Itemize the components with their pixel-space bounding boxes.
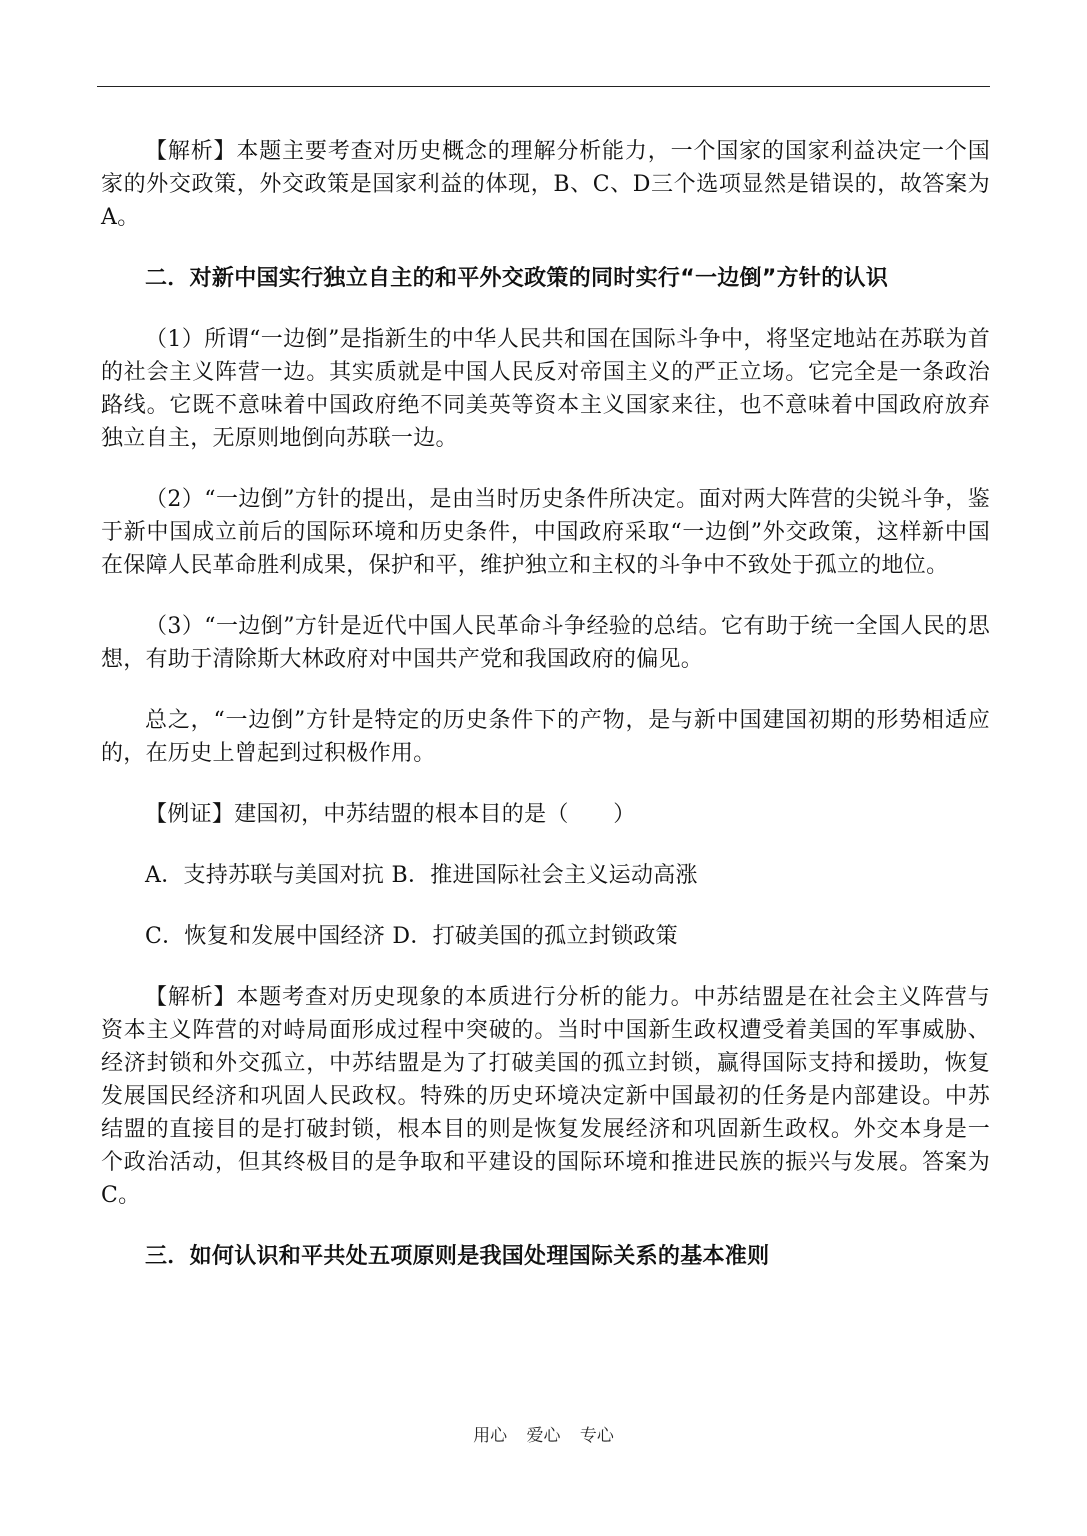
header-rule xyxy=(97,86,990,87)
point-1-paragraph: （1）所谓“一边倒”是指新生的中华人民共和国在国际斗争中，将坚定地站在苏联为首的社会主义阵营一边。其实质就是中国人民反对帝国主义的严正立场。它完全是一条政治路线。它既不意味着中国政府绝不同美英等资本主义国家来往，也不意味着中国政府放弃独立自主，无原则地倒向苏联一边。 xyxy=(101,327,990,451)
point-2-paragraph: （2）“一边倒”方针的提出，是由当时历史条件所决定。面对两大阵营的尖锐斗争，鉴于新中国成立前后的国际环境和历史条件，中国政府采取“一边倒”外交政策，这样新中国在保障人民革命胜利成果，保护和平，维护独立和主权的斗争中不致处于孤立的地位。 xyxy=(101,487,990,578)
section-heading-2: 二．对新中国实行独立自主的和平外交政策的同时实行“一边倒”方针的认识 xyxy=(145,266,889,291)
page-footer: 用心 爱心 专心 xyxy=(473,1426,614,1446)
options-c-d: C．恢复和发展中国经济 D．打破美国的孤立封锁政策 xyxy=(145,924,678,949)
document-body xyxy=(101,135,990,1273)
point-3-paragraph: （3）“一边倒”方针是近代中国人民革命斗争经验的总结。它有助于统一全国人民的思想，有助于清除斯大林政府对中国共产党和我国政府的偏见。 xyxy=(101,614,990,672)
analysis-paragraph-2: 【解析】本题考查对历史现象的本质进行分析的能力。中苏结盟是在社会主义阵营与资本主义阵营的对峙局面形成过程中突破的。当时中国新生政权遭受着美国的军事威胁、经济封锁和外交孤立，中苏结盟是为了打破美国的孤立封锁，赢得国际支持和援助，恢复发展国民经济和巩固人民政权。特殊的历史环境决定新中国最初的任务是内部建设。中苏结盟的直接目的是打破封锁，根本目的则是恢复发展经济和巩固新生政权。外交本身是一个政治活动，但其终极目的是争取和平建设的国际环境和推进民族的振兴与发展。答案为C。 xyxy=(101,985,990,1208)
options-a-b: A．支持苏联与美国对抗 B．推进国际社会主义运动高涨 xyxy=(145,863,698,888)
summary-paragraph: 总之，“一边倒”方针是特定的历史条件下的产物，是与新中国建国初期的形势相适应的，在历史上曾起到过积极作用。 xyxy=(101,708,990,766)
example-question: 【例证】建国初，中苏结盟的根本目的是（ ） xyxy=(145,802,636,827)
section-heading-3: 三．如何认识和平共处五项原则是我国处理国际关系的基本准则 xyxy=(145,1244,770,1269)
analysis-paragraph-1: 【解析】本题主要考查对历史概念的理解分析能力，一个国家的国家利益决定一个国家的外交政策，外交政策是国家利益的体现，B、C、D三个选项显然是错误的，故答案为A。 xyxy=(101,139,990,230)
